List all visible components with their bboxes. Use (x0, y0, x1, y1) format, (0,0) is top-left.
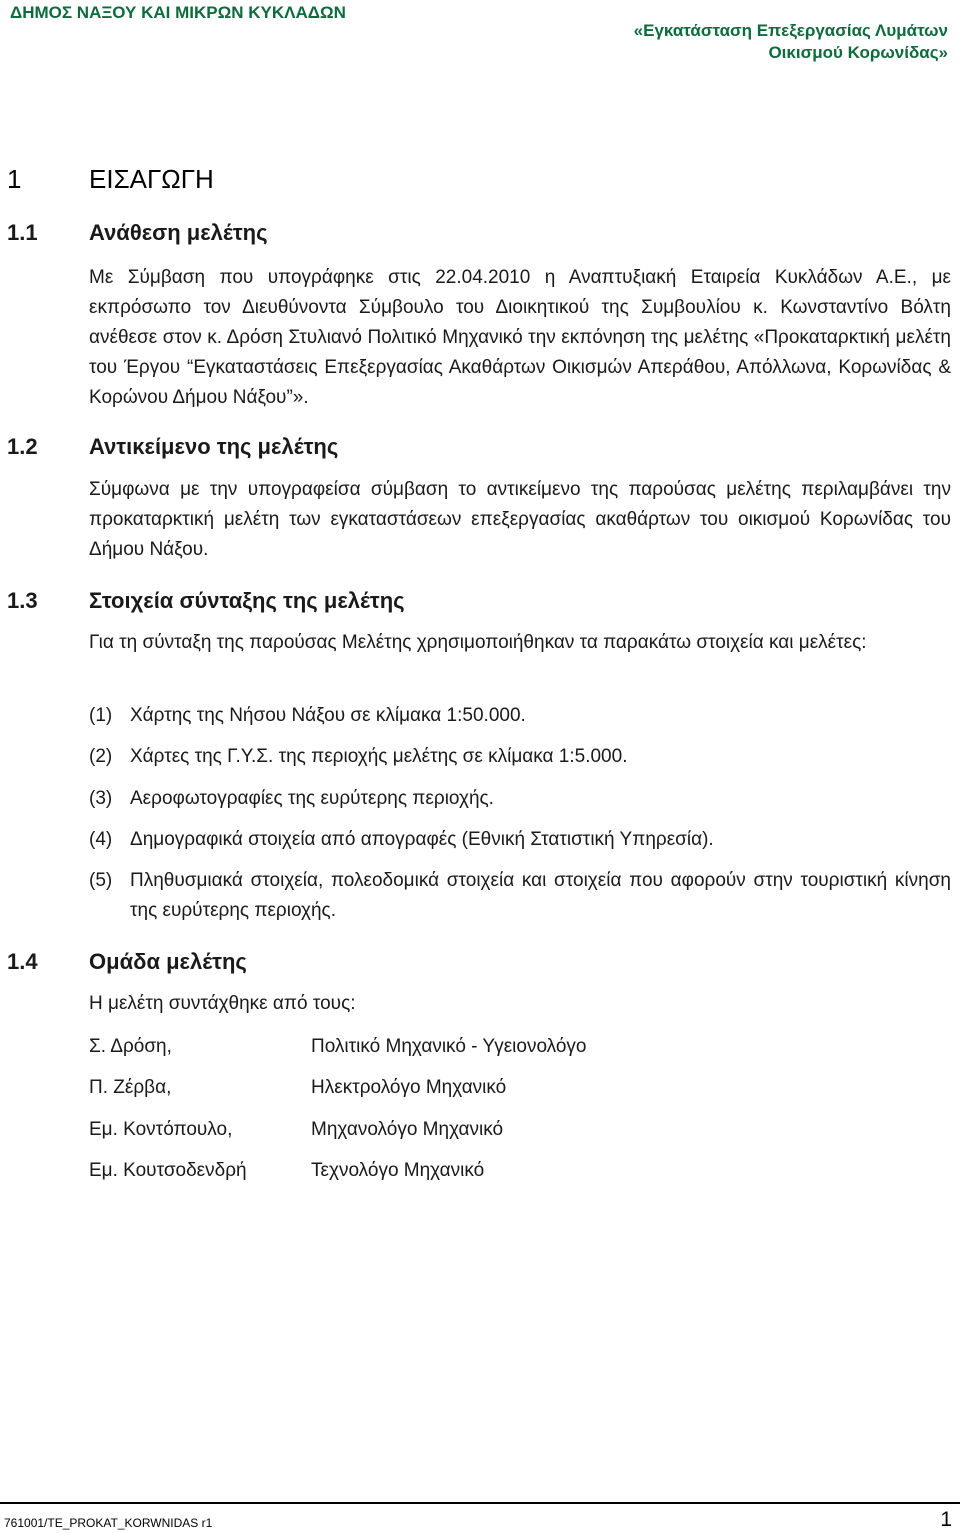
list-item-marker: (5) (89, 870, 113, 891)
list-item-text: Χάρτες της Γ.Υ.Σ. της περιοχής μελέτης σε κλίμακα 1:5.000. (130, 746, 628, 767)
list-item-text: Χάρτης της Νήσου Νάξου σε κλίμακα 1:50.000. (130, 705, 526, 726)
section-1-4-heading (7, 949, 247, 975)
team-member-role: Πολιτικό Μηχανικό - Υγειονολόγο (311, 1036, 587, 1057)
page-header (0, 0, 960, 72)
section-1-3-title: Στοιχεία σύνταξης της μελέτης (89, 588, 405, 613)
section-1-1-title: Ανάθεση μελέτης (89, 220, 268, 245)
header-project-title (518, 20, 948, 64)
team-member-name: Π. Ζέρβα, (89, 1077, 172, 1098)
section-1-4-number: 1.4 (7, 949, 38, 974)
team-member-name: Εμ. Κουτσοδενδρή (89, 1160, 247, 1181)
list-item-marker: (3) (89, 788, 113, 809)
section-1-3-heading (7, 588, 405, 614)
section-1-3-number: 1.3 (7, 588, 38, 613)
section-1-2-number: 1.2 (7, 434, 38, 459)
team-member-role: Τεχνολόγο Μηχανικό (311, 1160, 485, 1181)
team-member-name: Σ. Δρόση, (89, 1036, 172, 1057)
list-item (89, 742, 951, 772)
section-1-title: ΕΙΣΑΓΩΓΗ (89, 164, 214, 194)
section-1-1-number: 1.1 (7, 220, 38, 245)
team-member-name: Εμ. Κοντόπουλο, (89, 1119, 233, 1140)
section-1-1-body: Με Σύμβαση που υπογράφηκε στις 22.04.2010 η Αναπτυξιακή Εταιρεία Κυκλάδων Α.Ε., με εκπρόσωπο τον Διευθύνοντα Σύμβουλο του Διοικητικού της Συμβουλίου κ. Κωνσταντίνο Βόλτη ανέθεσε στον κ. Δρόση Στυλιανό Πολιτικό Μηχανικό την εκπόνηση της μελέτης «Προκαταρκτική μελέτη του Έργου “Εγκαταστάσεις Επεξεργασίας Ακαθάρτων Οικισμών Απεράθου, Απόλλωνα, Κορωνίδας & Κορώνου Δήμου Νάξου”». (89, 267, 951, 408)
footer-page-number: 1 (940, 1508, 952, 1531)
footer-document-code: 761001/TE_PROKAT_KORWNIDAS r1 (4, 1516, 213, 1530)
list-item (89, 825, 951, 855)
list-item (89, 784, 951, 814)
list-item (89, 866, 951, 926)
section-1-3-intro: Για τη σύνταξη της παρούσας Μελέτης χρησιμοποιήθηκαν τα παρακάτω στοιχεία και μελέτες: (89, 632, 867, 653)
section-1-2-body: Σύμφωνα με την υπογραφείσα σύμβαση το αντικείμενο της παρούσας μελέτης περιλαμβάνει την προκαταρκτική μελέτη των εγκαταστάσεων επεξεργασίας ακαθάρτων του οικισμού Κορωνίδας του Δήμου Νάξου. (89, 479, 951, 560)
team-member-row (89, 1117, 503, 1143)
section-1-2-title: Αντικείμενο της μελέτης (89, 434, 339, 459)
list-item (89, 701, 951, 731)
section-1-2-heading (7, 434, 338, 460)
team-member-row (89, 1075, 506, 1101)
footer-divider (0, 1502, 960, 1504)
section-1-number: 1 (7, 164, 22, 194)
team-member-row (89, 1158, 484, 1184)
list-item-text: Πληθυσμιακά στοιχεία, πολεοδομικά στοιχεία και στοιχεία που αφορούν στην τουριστική κίνηση της ευρύτερης περιοχής. (130, 870, 951, 921)
header-municipality: ΔΗΜΟΣ ΝΑΞΟΥ ΚΑΙ ΜΙΚΡΩΝ ΚΥΚΛΑΔΩΝ (10, 3, 346, 22)
section-1-4-title: Ομάδα μελέτης (89, 949, 247, 974)
list-item-marker: (1) (89, 705, 113, 726)
section-1-1-heading (7, 220, 268, 246)
header-project-title-line1: «Εγκατάσταση Επεξεργασίας Λυμάτων (633, 21, 948, 40)
team-member-role: Μηχανολόγο Μηχανικό (311, 1119, 504, 1140)
section-1-4-intro: Η μελέτη συντάχθηκε από τους: (89, 993, 356, 1014)
team-member-row (89, 1034, 587, 1060)
list-item-text: Δημογραφικά στοιχεία από απογραφές (Εθνική Στατιστική Υπηρεσία). (130, 829, 714, 850)
header-project-title-line2: Οικισμού Κορωνίδας» (768, 43, 948, 62)
list-item-marker: (4) (89, 829, 113, 850)
list-item-marker: (2) (89, 746, 113, 767)
team-member-role: Ηλεκτρολόγο Μηχανικό (311, 1077, 507, 1098)
list-item-text: Αεροφωτογραφίες της ευρύτερης περιοχής. (130, 788, 494, 809)
section-1-heading (7, 164, 214, 195)
